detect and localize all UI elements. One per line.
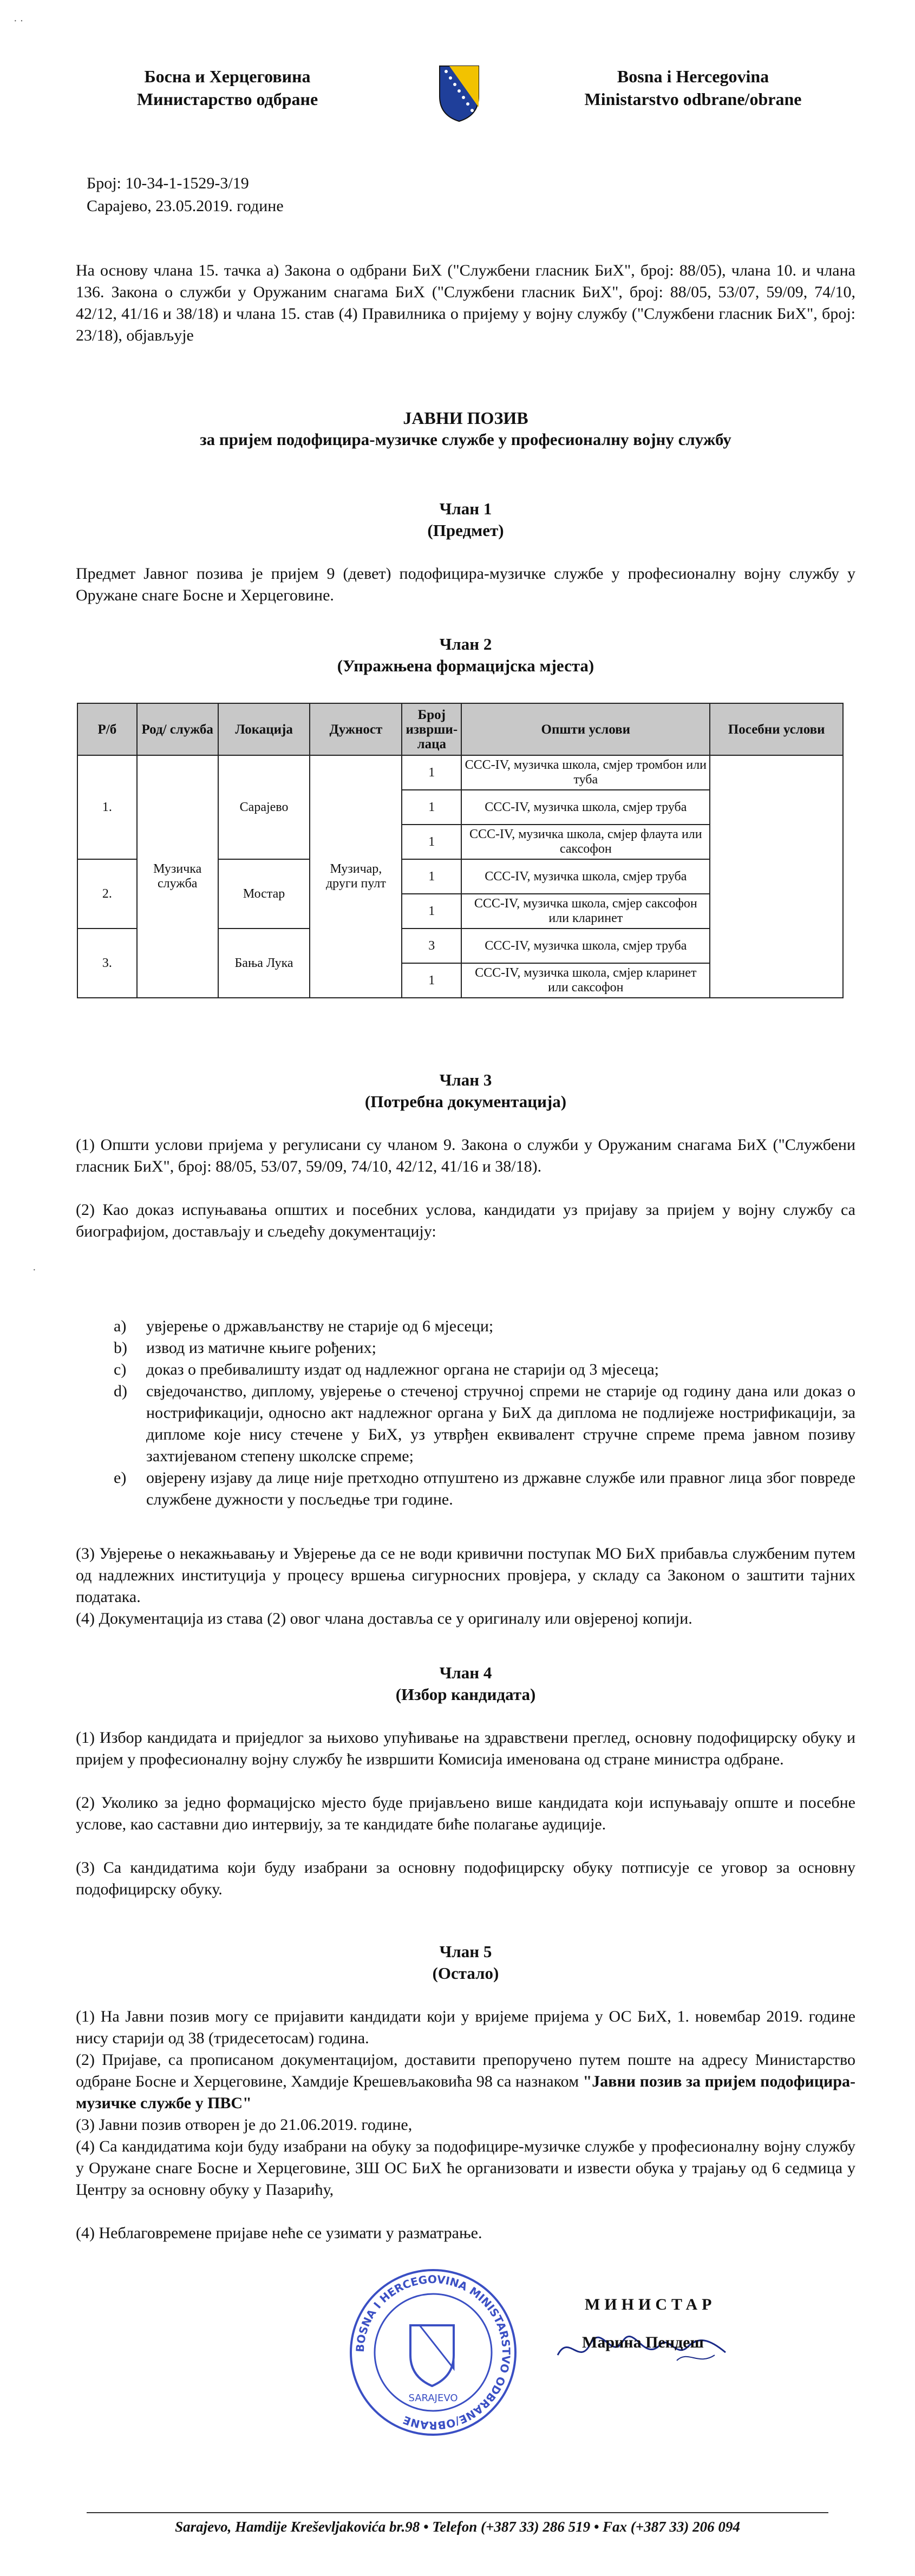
header-right-line2: Ministarstvo odbrane/obrane: [584, 89, 802, 109]
table-cell-count: 1: [402, 963, 461, 998]
list-item-text: овјерену изјаву да лице није претходно отпуштено из државне службе или правног лица због повреде службене дужности у посљедње три године.: [146, 1469, 855, 1508]
table-cell-count: 1: [402, 894, 461, 929]
article5-heading: Члан 5: [439, 1942, 492, 1961]
article1-sub: (Предмет): [427, 521, 504, 540]
article5-p1: (1) На Јавни позив могу се пријавити кандидати који у вријеме пријема у ОС БиХ, 1. новембар 2019. године нису старији од 38 (тридесетосам) година.: [76, 2008, 855, 2047]
table-cell-rb: 2.: [77, 859, 137, 929]
coat-of-arms-icon: [437, 64, 481, 123]
table-cell-count: 1: [402, 859, 461, 894]
table-cell-conditions: ССС-IV, музичка школа, смјер труба: [461, 929, 710, 963]
list-item-text: извод из матичне књиге рођених;: [146, 1339, 376, 1357]
footer-divider: [87, 2512, 828, 2513]
table-cell-conditions: ССС-IV, музичка школа, смјер тромбон или туба: [461, 755, 710, 790]
table-cell-count: 1: [402, 825, 461, 859]
table-cell-conditions: ССС-IV, музичка школа, смјер флаута или саксофон: [461, 825, 710, 859]
article5-p4: (4) Са кандидатима који буду изабрани на обуку за подофицире-музичке службе у професионалну војну службу у Оружане снаге Босне и Херцеговине, ЗШ ОС БиХ ће организовати и извести обука у трајању од 6 седмица у Центру за основну обуку у Пазарићу,: [76, 2137, 855, 2199]
list-item-label: b): [114, 1339, 127, 1357]
table-header-cell: Број изврши-лаца: [402, 703, 461, 755]
article3-sub: (Потребна документација): [364, 1092, 567, 1111]
article1-heading: Члан 1: [439, 499, 492, 518]
table-header-cell: Дужност: [310, 703, 402, 755]
list-item-label: c): [114, 1361, 127, 1378]
article4-p3: (3) Са кандидатима који буду изабрани за основну подофицирску обуку потписује се уговор за основну подофицирску обуку.: [76, 1859, 855, 1898]
list-item-text: свједочанство, диплому, увјерење о стеченој стручној спреми не старије од годину дана или доказ о нострификацији, односно акт надлежног органа у БиХ да диплома не подлијеже нострификацији, за дипломе које нису стечене у БиХ, уз утврђен еквивалент стручне спреме према јавном позиву захтијеваном степену школске спреме;: [146, 1382, 855, 1465]
scan-mark: ·: [32, 1264, 36, 1276]
article5-sub: (Остало): [432, 1964, 499, 1983]
table-header-cell: Локација: [218, 703, 310, 755]
footer-address: Sarajevo, Hamdije Kreševljakovića br.98 • Telefon (+387 33) 286 519 • Fax (+387 33) 206 094: [175, 2519, 740, 2535]
article5-p2-text: (2) Пријаве, са прописаном документацијом, доставити препоручено путем поште на адресу Министарство одбране Босне и Херцеговине, Хамдије Крешевљаковића 98 са назнаком: [76, 2051, 855, 2090]
intro-paragraph: На основу члана 15. тачка а) Закона о одбрани БиХ ("Службени гласник БиХ", број: 88/05), члана 10. и члана 136. Закона о служби у Оружаним снагама БиХ ("Службени гласник БиХ", број: 88/05, 53/07, 59/09, 74/10, 42/12, 41/16 и 38/18) и члана 15. став (4) Правилника о пријему у војну службу ("Службени гласник БиХ", број: 23/18), објављује: [76, 261, 855, 344]
article3-heading: Члан 3: [439, 1070, 492, 1089]
table-header-cell: Општи услови: [461, 703, 710, 755]
table-header-cell: Род/ служба: [137, 703, 218, 755]
header-left-line2: Министарство одбране: [136, 89, 318, 109]
document-date: Сарајево, 23.05.2019. године: [87, 197, 284, 215]
article3-p4: (4) Документација из става (2) овог члана доставља се у оригиналу или овјереној копији.: [76, 1610, 692, 1627]
table-cell-count: 1: [402, 790, 461, 825]
table-cell-location: Бања Лука: [218, 929, 310, 998]
article1-text: Предмет Јавног позива је пријем 9 (девет) подофицира-музичке службе у професионалну војну службу у Оружане снаге Босне и Херцеговине.: [76, 565, 855, 604]
table-header-cell: Посебни услови: [710, 703, 843, 755]
article4-heading: Члан 4: [439, 1663, 492, 1682]
article5-p2-marking: "Јавни позив за пријем подофицира-музичке службе у ПВС": [76, 2072, 855, 2112]
article4-p2: (2) Уколико за једно формацијско мјесто буде пријављено више кандидата који испуњавају опште и посебне услове, као саставни дио интервију, за те кандидате биће полагање аудиције.: [76, 1794, 855, 1833]
list-item: [114, 1316, 855, 1337]
article4-sub: (Избор кандидата): [395, 1685, 536, 1704]
article2-sub: (Упражњена формацијска мјеста): [337, 656, 594, 675]
stamp-outer-text: BOSNA I HERCEGOVINA MINISTARSTVO ODBRANE/OBRANE: [353, 2272, 513, 2433]
header-right: [558, 65, 828, 110]
document-title: ЈАВНИ ПОЗИВ: [403, 408, 528, 428]
table-cell-rb: 3.: [77, 929, 137, 998]
table-cell-count: 1: [402, 755, 461, 790]
article5-p5: (4) Неблаговремене пријаве неће се узимати у разматрање.: [76, 2224, 482, 2242]
article3-p2: (2) Као доказ испуњавања општих и посебних услова, кандидати уз пријаву за пријем у војну службу са биографијом, достављају и сљедећу документацију:: [76, 1201, 855, 1240]
list-item-label: d): [114, 1382, 127, 1400]
document-subtitle: за пријем подофицира-музичке службе у професионалну војну службу: [200, 430, 731, 449]
table-cell-location: Сарајево: [218, 755, 310, 859]
article5-p3: (3) Јавни позив отворен је до 21.06.2019. године,: [76, 2116, 413, 2134]
scan-mark: · ·: [14, 15, 24, 27]
positions-table: [77, 703, 844, 998]
list-item-text: доказ о пребивалишту издат од надлежног органа не старији од 3 мјесеца;: [146, 1361, 659, 1378]
header-right-line1: Bosna i Hercegovina: [617, 67, 769, 86]
article5-p2: [76, 2049, 855, 2114]
document-list: [114, 1316, 855, 1511]
table-cell-special: [710, 755, 843, 998]
signatory-name: Марина Пендеш: [582, 2333, 704, 2351]
stamp-inner-text: SARAJEVO: [408, 2392, 458, 2404]
list-item: [114, 1381, 855, 1467]
table-cell-conditions: ССС-IV, музичка школа, смјер труба: [461, 859, 710, 894]
document-meta: [87, 172, 284, 218]
header-left: [103, 65, 352, 110]
table-cell-conditions: ССС-IV, музичка школа, смјер кларинет или саксофон: [461, 963, 710, 998]
signatory-title: МИНИСТАР: [585, 2296, 716, 2313]
table-header-cell: Р/б: [77, 703, 137, 755]
list-item: [114, 1467, 855, 1511]
table-cell-location: Мостар: [218, 859, 310, 929]
list-item: [114, 1337, 855, 1359]
article2-heading: Члан 2: [439, 635, 492, 653]
article3-p3: (3) Увјерење о некажњавању и Увјерење да се не води кривични поступак МО БиХ прибавља службеним путем од надлежних институција у процесу вршења сигурносних провјера, у складу са Законом о заштити тајних података.: [76, 1545, 855, 1606]
official-stamp-icon: [347, 2266, 520, 2439]
table-header-row: [77, 703, 843, 755]
table-cell-duty: Музичар, други пулт: [310, 755, 402, 998]
table-cell-conditions: ССС-IV, музичка школа, смјер саксофон или кларинет: [461, 894, 710, 929]
list-item-text: увјерење о држављанству не старије од 6 мјесеци;: [146, 1317, 494, 1335]
table-cell-count: 3: [402, 929, 461, 963]
list-item-label: e): [114, 1469, 127, 1487]
header-left-line1: Босна и Херцеговина: [144, 67, 311, 86]
list-item-label: a): [114, 1317, 127, 1335]
document-number: Број: 10-34-1-1529-3/19: [87, 174, 249, 192]
table-cell-service: Музичка служба: [137, 755, 218, 998]
table-cell-conditions: ССС-IV, музичка школа, смјер труба: [461, 790, 710, 825]
article4-p1: (1) Избор кандидата и приједлог за њихово упућивање на здравствени преглед, основну подофицирску обуку и пријем у професионалну војну службу ће извршити Комисија именована од стране министра одбране.: [76, 1729, 855, 1768]
table-cell-rb: 1.: [77, 755, 137, 859]
article3-p1: (1) Општи услови пријема у регулисани су чланом 9. Закона о служби у Оружаним снагама БиХ ("Службени гласник БиХ", број: 88/05, 53/07, 59/09, 74/10, 42/12, 41/16 и 38/18).: [76, 1136, 855, 1175]
table-row: [77, 755, 843, 790]
list-item: [114, 1359, 855, 1381]
